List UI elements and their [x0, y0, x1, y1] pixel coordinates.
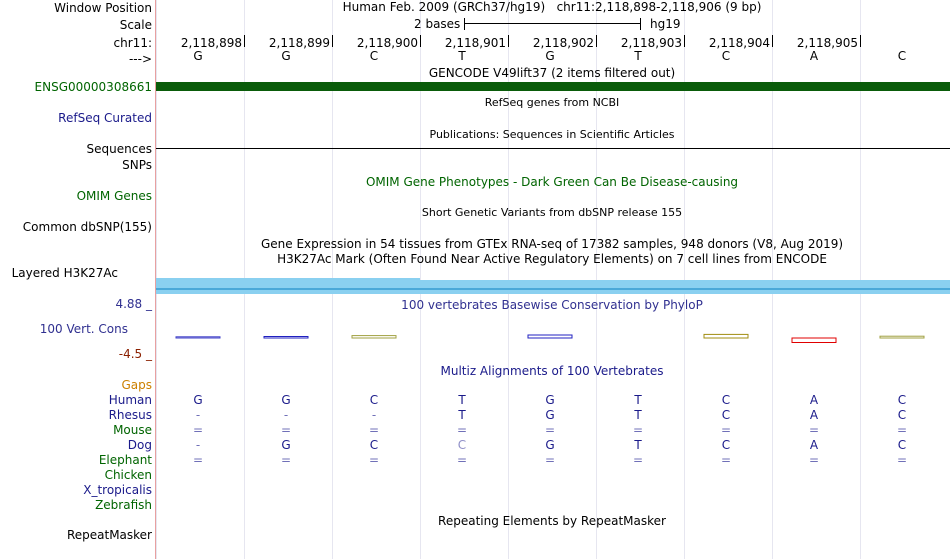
alignment-base-dog: C	[721, 438, 731, 452]
phylop-score-mark	[352, 336, 396, 338]
scale-bar-right	[640, 18, 641, 30]
species-human-label: Human	[108, 393, 152, 407]
base: T	[458, 49, 466, 63]
assembly-name: Human Feb. 2009 (GRCh37/hg19)	[342, 0, 546, 14]
alignment-base-human: A	[809, 393, 819, 407]
alignment-base-elephant: =	[368, 453, 380, 467]
ruler-position: 2,118,900	[356, 36, 418, 50]
gtex-track-title: Gene Expression in 54 tissues from GTEx RNA-seq of 17382 samples, 948 donors (V8, Aug 2019)	[260, 237, 844, 251]
window-position-value: chr11:2,118,898-2,118,906 (9 bp)	[556, 0, 762, 14]
ruler-position: 2,118,905	[796, 36, 858, 50]
sequences-track-label[interactable]: Sequences	[86, 142, 152, 156]
h3k27ac-track-title: H3K27Ac Mark (Often Found Near Active Regulatory Elements) on 7 cell lines from ENCODE	[277, 252, 827, 266]
ruler-tick	[596, 35, 597, 47]
cons-track-label[interactable]: 100 Vert. Cons	[39, 322, 128, 336]
ruler-position: 2,118,898	[180, 36, 242, 50]
base: A	[809, 49, 819, 63]
alignment-base-rhesus: -	[283, 408, 289, 422]
ruler-position: 2,118,901	[444, 36, 506, 50]
chrom-label: chr11:	[113, 36, 152, 50]
scale-text: 2 bases	[414, 17, 461, 31]
refseq-track-label[interactable]: RefSeq Curated	[58, 111, 152, 125]
ruler-tick	[508, 35, 509, 47]
sequences-line	[156, 148, 950, 149]
ruler-tick	[244, 35, 245, 47]
alignment-base-elephant: =	[896, 453, 908, 467]
gaps-label: Gaps	[121, 378, 152, 392]
alignment-base-dog: T	[634, 438, 642, 452]
ruler-tick	[860, 35, 861, 47]
species-elephant-label: Elephant	[98, 453, 152, 467]
ruler-tick	[684, 35, 685, 47]
alignment-base-dog: C	[369, 438, 379, 452]
snps-track-label[interactable]: SNPs	[122, 158, 152, 172]
ruler-tick	[332, 35, 333, 47]
alignment-base-rhesus: A	[809, 408, 819, 422]
alignment-base-rhesus: C	[721, 408, 731, 422]
alignment-base-rhesus: T	[634, 408, 642, 422]
phylop-score-mark	[264, 337, 308, 339]
phylop-score-mark	[792, 338, 836, 343]
alignment-base-rhesus: -	[371, 408, 377, 422]
repeatmasker-track-title: Repeating Elements by RepeatMasker	[438, 514, 666, 528]
base: C	[369, 49, 379, 63]
ruler-tick	[772, 35, 773, 47]
gencode-item-label[interactable]: ENSG00000308661	[34, 80, 152, 94]
omim-track-title: OMIM Gene Phenotypes - Dark Green Can Be Disease-causing	[365, 175, 739, 189]
base: C	[721, 49, 731, 63]
ruler-position: 2,118,902	[532, 36, 594, 50]
refseq-track-title: RefSeq genes from NCBI	[484, 96, 620, 109]
scale-bar-left	[464, 18, 465, 30]
browser-data-area[interactable]	[156, 0, 950, 559]
pubs-track-title: Publications: Sequences in Scientific Articles	[429, 128, 675, 141]
alignment-base-human: G	[281, 393, 291, 407]
alignment-base-dog: A	[809, 438, 819, 452]
species-zebrafish-label: Zebrafish	[95, 498, 152, 512]
alignment-base-mouse: =	[808, 423, 820, 437]
base: C	[897, 49, 907, 63]
species-chicken-label: Chicken	[104, 468, 152, 482]
alignment-base-human: C	[897, 393, 907, 407]
h3k27ac-signal-line	[156, 288, 950, 290]
dbsnp-track-title: Short Genetic Variants from dbSNP release 155	[421, 206, 683, 219]
strand-arrow-label: --->	[128, 52, 152, 66]
alignment-base-elephant: =	[192, 453, 204, 467]
base: G	[193, 49, 203, 63]
alignment-base-mouse: =	[720, 423, 732, 437]
alignment-base-elephant: =	[544, 453, 556, 467]
alignment-base-mouse: =	[544, 423, 556, 437]
alignment-base-elephant: =	[632, 453, 644, 467]
species-rhesus-label: Rhesus	[108, 408, 152, 422]
h3k27ac-signal-peak	[156, 278, 420, 280]
alignment-base-rhesus: C	[897, 408, 907, 422]
base: T	[634, 49, 642, 63]
alignment-base-human: G	[545, 393, 555, 407]
gencode-track-title: GENCODE V49lift37 (2 items filtered out)	[428, 66, 676, 80]
alignment-base-rhesus: G	[545, 408, 555, 422]
alignment-base-elephant: =	[280, 453, 292, 467]
alignment-base-mouse: =	[632, 423, 644, 437]
ruler-tick	[420, 35, 421, 47]
ruler-position: 2,118,903	[620, 36, 682, 50]
ruler-position: 2,118,904	[708, 36, 770, 50]
alignment-base-rhesus: T	[458, 408, 466, 422]
phylop-score-mark	[176, 337, 220, 338]
alignment-base-rhesus: -	[195, 408, 201, 422]
phylop-score-mark	[704, 334, 748, 338]
alignment-base-elephant: =	[456, 453, 468, 467]
multiz-track-title: Multiz Alignments of 100 Vertebrates	[440, 364, 664, 378]
alignment-base-human: C	[369, 393, 379, 407]
alignment-base-dog: C	[457, 438, 467, 452]
common-dbsnp-track-label[interactable]: Common dbSNP(155)	[22, 220, 152, 234]
alignment-base-dog: -	[195, 438, 201, 452]
alignment-base-human: T	[634, 393, 642, 407]
omim-track-label[interactable]: OMIM Genes	[76, 189, 152, 203]
gencode-gene-bar[interactable]	[156, 82, 950, 91]
phylop-score-mark	[528, 335, 572, 338]
cons-min-label: -4.5 _	[118, 347, 152, 361]
alignment-base-mouse: =	[368, 423, 380, 437]
alignment-base-human: T	[458, 393, 466, 407]
window-position-label: Window Position	[54, 1, 152, 15]
track-label-column	[0, 0, 155, 559]
alignment-base-elephant: =	[720, 453, 732, 467]
alignment-base-dog: G	[545, 438, 555, 452]
species-dog-label: Dog	[127, 438, 152, 452]
phylop-score-mark	[880, 336, 924, 338]
alignment-base-dog: G	[281, 438, 291, 452]
scale-label: Scale	[119, 18, 152, 32]
species-xtropicalis-label: X_tropicalis	[83, 483, 152, 497]
base: G	[281, 49, 291, 63]
alignment-base-mouse: =	[280, 423, 292, 437]
h3k27ac-signal[interactable]	[156, 280, 950, 294]
alignment-base-human: C	[721, 393, 731, 407]
cons-max-label: 4.88 _	[115, 297, 152, 311]
alignment-base-human: G	[193, 393, 203, 407]
alignment-base-dog: C	[897, 438, 907, 452]
assembly-position-header	[343, 0, 762, 14]
phylop-plot[interactable]	[156, 318, 950, 358]
h3k27ac-track-label[interactable]: Layered H3K27Ac	[11, 266, 118, 280]
alignment-base-mouse: =	[192, 423, 204, 437]
alignment-base-mouse: =	[896, 423, 908, 437]
species-mouse-label: Mouse	[113, 423, 152, 437]
alignment-base-mouse: =	[456, 423, 468, 437]
scale-db: hg19	[650, 17, 681, 31]
base: G	[545, 49, 555, 63]
alignment-base-elephant: =	[808, 453, 820, 467]
repeatmasker-track-label[interactable]: RepeatMasker	[66, 528, 152, 542]
scale-bar	[464, 23, 641, 24]
ruler-position: 2,118,899	[268, 36, 330, 50]
phylop-track-title: 100 vertebrates Basewise Conservation by PhyloP	[401, 298, 703, 312]
